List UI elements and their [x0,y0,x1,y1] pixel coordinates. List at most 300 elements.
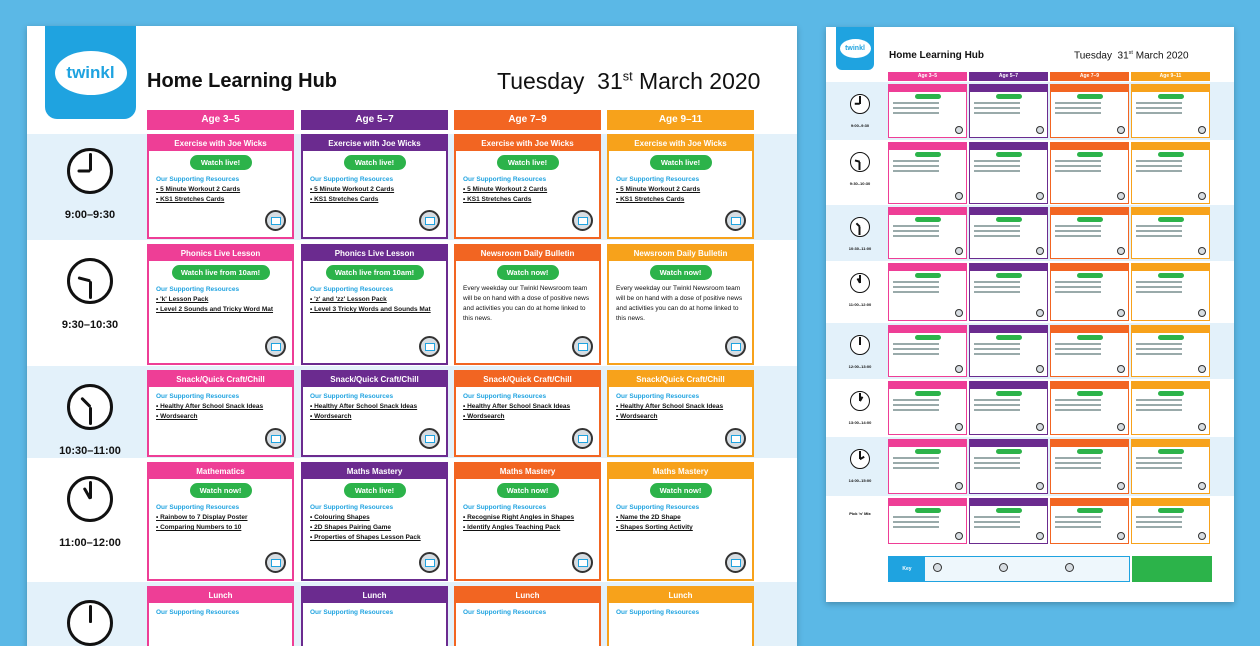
activity-cell [147,134,294,239]
resource-line [893,467,939,469]
resource-link[interactable]: • Shapes Sorting Activity [616,524,693,531]
column-header: Age 9–11 [607,110,754,130]
resource-line [1136,467,1182,469]
device-icon-small [1036,247,1044,255]
watch-button-small[interactable] [996,94,1022,99]
screen-icon [578,559,588,567]
resource-link[interactable]: • Level 2 Sounds and Tricky Word Mat [156,306,274,313]
activity-title-small [1051,264,1128,271]
activity-cell-small [1131,325,1210,377]
watch-button-small[interactable] [1077,94,1103,99]
activity-title-small [1132,499,1209,506]
activity-cell [454,462,601,581]
resource-line [893,404,939,406]
activity-cell-small [888,325,967,377]
resource-line [893,225,939,227]
resource-line [893,409,939,411]
device-icon-small [1117,309,1125,317]
watch-button[interactable]: Watch now! [497,483,559,498]
watch-button[interactable]: Watch live! [344,483,406,498]
resource-line [1055,516,1101,518]
device-icon-small [955,309,963,317]
clock-icon [67,148,113,194]
resource-line [893,399,939,401]
schedule-sheet-large [27,26,797,646]
resources-heading: Our Supporting Resources [463,176,547,183]
resource-line [1055,225,1101,227]
activity-cell-small [1050,325,1129,377]
watch-button-small[interactable] [1158,94,1184,99]
watch-button-small[interactable] [915,217,941,222]
activity-cell-small [888,84,967,138]
watch-button-small[interactable] [1077,217,1103,222]
device-icon-small [1036,365,1044,373]
time-label-small: 10:30–11:00 [848,246,872,251]
clock-minute-hand [859,227,861,235]
resource-link[interactable]: • Level 3 Tricky Words and Sounds Mat [310,306,431,313]
resource-line [974,107,1020,109]
activity-cell-small [1131,207,1210,259]
clock-icon-small [850,217,870,237]
activity-title-small [970,499,1047,506]
resource-link[interactable]: • KS1 Stretches Cards [310,196,379,203]
watch-button[interactable]: Watch now! [650,265,712,280]
resource-line [974,281,1020,283]
clock-minute-hand [89,407,92,425]
resource-link[interactable]: • Identify Angles Teaching Pack [463,524,561,531]
resource-line [974,521,1020,523]
device-icon-small [1198,365,1206,373]
watch-button[interactable]: Watch live from 10am! [326,265,424,280]
watch-button-small[interactable] [915,273,941,278]
resource-link[interactable]: • 5 Minute Workout 2 Cards [463,186,548,193]
resource-line [1055,467,1101,469]
screen-icon [271,217,281,225]
activity-cell-small [888,263,967,321]
activity-title-small [970,382,1047,389]
resource-line [1136,102,1182,104]
resource-line [893,170,939,172]
watch-button-small[interactable] [996,273,1022,278]
screen-icon [731,217,741,225]
activity-title-small [970,264,1047,271]
activity-cell-small [1050,142,1129,204]
time-slot [45,600,135,646]
activity-cell-small [888,498,967,544]
screen-icon [578,217,588,225]
resource-line [893,291,939,293]
resource-line [1136,160,1182,162]
activity-cell [301,244,448,365]
resource-link[interactable]: • Healthy After School Snack Ideas [156,403,264,410]
resource-line [893,286,939,288]
resource-line [974,170,1020,172]
resource-line [893,526,939,528]
time-slot [45,258,135,331]
activity-title-small [1051,143,1128,150]
activity-cell-small [1131,84,1210,138]
time-slot-small [840,273,880,307]
clock-minute-hand [89,481,92,499]
resource-link[interactable]: • 5 Minute Workout 2 Cards [616,186,701,193]
clock-icon [67,384,113,430]
activity-title-small [1051,499,1128,506]
resource-link[interactable]: • 5 Minute Workout 2 Cards [310,186,395,193]
resources-heading: Our Supporting Resources [616,609,700,616]
device-icon-small [1198,247,1206,255]
time-label: 11:00–12:00 [59,537,121,549]
activity-description: Every weekday our Twinkl Newsroom team will be on hand with a dose of positive news and activities you can do at home linked to this news. [616,285,743,322]
screen-icon [731,435,741,443]
resource-link[interactable]: • Wordsearch [156,413,198,420]
activity-cell-small [969,84,1048,138]
resource-link[interactable]: • 'z' and 'zz' Lesson Pack [310,296,387,303]
visit-hub-banner[interactable] [1132,556,1212,582]
resource-line [974,225,1020,227]
activity-title-small [889,208,966,215]
resource-line [974,286,1020,288]
device-icon-small [1117,192,1125,200]
activity-cell [454,244,601,365]
activity-cell [607,244,754,365]
resource-line [1136,170,1182,172]
device-icon [265,552,286,573]
clock-minute-hand [859,393,861,401]
resource-line [974,160,1020,162]
watch-button-small[interactable] [1158,335,1184,340]
activity-title-small [970,326,1047,333]
watch-button[interactable]: Watch live! [497,155,559,170]
activity-title-small [970,85,1047,92]
activity-description: Every weekday our Twinkl Newsroom team will be on hand with a dose of positive news and activities you can do at home linked to this news. [463,285,590,322]
watch-button[interactable]: Watch live! [344,155,406,170]
device-icon [572,428,593,449]
device-icon-small [1036,532,1044,540]
device-icon [572,210,593,231]
resource-line [974,230,1020,232]
resource-link[interactable]: • Healthy After School Snack Ideas [310,403,418,410]
device-icon-small [1036,423,1044,431]
time-label: 10:30–11:00 [59,445,121,457]
watch-button-small[interactable] [996,152,1022,157]
clock-minute-hand [859,275,861,283]
activity-cell [454,586,601,646]
resources-heading: Our Supporting Resources [156,176,240,183]
resource-line [1055,404,1101,406]
resource-line [1136,404,1182,406]
watch-button-small[interactable] [1158,391,1184,396]
resource-line [1136,521,1182,523]
resources-heading: Our Supporting Resources [616,393,700,400]
resource-line [1055,462,1101,464]
resources-heading: Our Supporting Resources [463,609,547,616]
watch-button-small[interactable] [1158,273,1184,278]
activity-title: Lunch [149,588,292,603]
device-icon-small [955,192,963,200]
resource-link[interactable]: • Wordsearch [616,413,658,420]
watch-button-small[interactable] [1158,217,1184,222]
resource-line [1136,462,1182,464]
resource-link[interactable]: • Healthy After School Snack Ideas [463,403,571,410]
resource-line [1136,230,1182,232]
resource-line [1055,102,1101,104]
legend-key: Key [889,557,925,581]
device-icon-small [1198,309,1206,317]
activity-title: Mathematics [149,464,292,479]
activity-title-small [1051,326,1128,333]
activity-title-small [1051,85,1128,92]
watch-button-small[interactable] [996,449,1022,454]
activity-title: Exercise with Joe Wicks [609,136,752,151]
resource-line [974,165,1020,167]
device-icon-small [1036,192,1044,200]
resource-link[interactable]: • Wordsearch [463,413,505,420]
activity-cell [301,586,448,646]
schedule-sheet-small [826,27,1234,602]
resource-line [1055,281,1101,283]
watch-button[interactable]: Watch now! [190,483,252,498]
resource-line [1055,112,1101,114]
activity-cell [147,586,294,646]
resource-link[interactable]: • Properties of Shapes Lesson Pack [310,534,421,541]
activity-cell-small [1050,439,1129,494]
watch-button-small[interactable] [1158,508,1184,513]
watch-button-small[interactable] [1158,449,1184,454]
activity-cell-small [888,207,967,259]
resource-link[interactable]: • Name the 2D Shape [616,514,681,521]
device-icon [419,428,440,449]
resource-line [1055,165,1101,167]
watch-button-small[interactable] [996,335,1022,340]
device-icon-small [955,423,963,431]
device-icon-small [955,126,963,134]
resource-line [893,281,939,283]
column-header: Age 3–5 [147,110,294,130]
resource-line [1055,286,1101,288]
watch-button[interactable]: Watch live! [190,155,252,170]
resource-line [1055,230,1101,232]
resource-link[interactable]: • KS1 Stretches Cards [156,196,225,203]
device-icon-small [1036,482,1044,490]
device-icon [725,210,746,231]
device-icon [419,336,440,357]
clock-icon [67,258,113,304]
activity-title-small [889,264,966,271]
activity-cell-small [1050,84,1129,138]
column-header: Age 7–9 [454,110,601,130]
time-slot-small [840,391,880,425]
watch-button[interactable]: Watch live! [650,155,712,170]
watch-button-small[interactable] [996,508,1022,513]
activity-title-small [1132,85,1209,92]
activity-title-small [889,499,966,506]
activity-title-small [889,85,966,92]
resource-link[interactable]: • Rainbow to 7 Display Poster [156,514,248,521]
activity-title: Snack/Quick Craft/Chill [149,372,292,387]
resources-heading: Our Supporting Resources [310,176,394,183]
activity-title: Newsroom Daily Bulletin [456,246,599,261]
device-icon-small [955,365,963,373]
time-slot [45,384,135,457]
activity-cell-small [1131,381,1210,435]
resource-line [974,112,1020,114]
watch-button[interactable]: Watch now! [497,265,559,280]
watch-button-small[interactable] [1077,273,1103,278]
clock-icon-small [850,391,870,411]
watch-button[interactable]: Watch live from 10am! [172,265,270,280]
watch-button-small[interactable] [915,508,941,513]
activity-cell-small [888,142,967,204]
resource-line [974,348,1020,350]
resource-link[interactable]: • Wordsearch [310,413,352,420]
device-icon [572,336,593,357]
resources-heading: Our Supporting Resources [616,176,700,183]
activity-title: Lunch [303,588,446,603]
clock-minute-hand [859,162,861,170]
resource-link[interactable]: • Recognise Right Angles in Shapes [463,514,575,521]
resource-line [1136,516,1182,518]
device-icon-small [1036,309,1044,317]
device-icon-small [1036,126,1044,134]
resources-heading: Our Supporting Resources [616,504,700,511]
resources-heading: Our Supporting Resources [156,393,240,400]
resource-line [893,521,939,523]
page-date-small: Tuesday 31st March 2020 [1074,50,1189,62]
resource-line [1136,112,1182,114]
resource-link[interactable]: • Comparing Numbers to 10 [156,524,242,531]
resource-line [974,353,1020,355]
resource-line [1136,457,1182,459]
resource-line [1136,107,1182,109]
device-icon [725,336,746,357]
resource-link[interactable]: • KS1 Stretches Cards [463,196,532,203]
activity-cell-small [969,207,1048,259]
device-icon-small [1198,192,1206,200]
screen-icon [425,343,435,351]
resource-line [1136,526,1182,528]
activity-cell-small [1131,263,1210,321]
activity-title-small [1051,208,1128,215]
time-slot [45,476,135,549]
time-label: 9:00–9:30 [64,209,116,221]
column-header: Age 5–7 [301,110,448,130]
resource-line [974,343,1020,345]
watch-button-small[interactable] [915,152,941,157]
activity-title: Newsroom Daily Bulletin [609,246,752,261]
activity-cell [454,370,601,457]
device-icon [265,428,286,449]
time-slot-small [840,449,880,483]
clock-minute-hand [859,451,861,459]
watch-button-small[interactable] [915,335,941,340]
watch-button[interactable]: Watch now! [650,483,712,498]
resource-line [893,107,939,109]
device-icon [725,428,746,449]
time-label-small: 11:00–12:00 [848,302,872,307]
resource-line [1055,457,1101,459]
resource-line [974,516,1020,518]
activity-title-small [889,440,966,447]
clock-minute-hand [89,153,92,171]
screen-icon [578,435,588,443]
resource-line [974,457,1020,459]
watch-button-small[interactable] [915,94,941,99]
activity-title-small [970,143,1047,150]
resource-link[interactable]: • Colouring Shapes [310,514,370,521]
column-header-small: Age 9–11 [1131,72,1210,81]
resource-line [893,457,939,459]
resource-line [893,112,939,114]
resource-line [1055,343,1101,345]
watch-button-small[interactable] [915,391,941,396]
resource-line [893,353,939,355]
watch-button-small[interactable] [1077,449,1103,454]
watch-button-small[interactable] [996,391,1022,396]
activity-cell [607,134,754,239]
watch-button-small[interactable] [996,217,1022,222]
clock-icon-small [850,94,870,114]
resource-line [1136,225,1182,227]
activity-title-small [889,143,966,150]
resource-line [1136,348,1182,350]
resource-link[interactable]: • KS1 Stretches Cards [616,196,685,203]
activity-cell [454,134,601,239]
device-icon [419,210,440,231]
activity-cell-small [1131,498,1210,544]
resource-link[interactable]: • 2D Shapes Pairing Game [310,524,392,531]
column-header-small: Age 3–5 [888,72,967,81]
device-icon [572,552,593,573]
clock-minute-hand [859,96,861,104]
activity-cell [147,462,294,581]
activity-title: Lunch [456,588,599,603]
resource-link[interactable]: • 5 Minute Workout 2 Cards [156,186,241,193]
watch-button-small[interactable] [915,449,941,454]
watch-button-small[interactable] [1077,335,1103,340]
activity-title: Exercise with Joe Wicks [303,136,446,151]
resource-link[interactable]: • 'k' Lesson Pack [156,296,209,303]
resource-line [1136,343,1182,345]
resource-line [1055,521,1101,523]
resource-line [974,102,1020,104]
activity-title-small [1132,208,1209,215]
activity-cell-small [969,381,1048,435]
resource-link[interactable]: • Healthy After School Snack Ideas [616,403,724,410]
activity-cell [301,134,448,239]
activity-title: Snack/Quick Craft/Chill [609,372,752,387]
screen-icon [425,435,435,443]
activity-cell-small [1131,142,1210,204]
resource-line [974,409,1020,411]
watch-button-small[interactable] [1077,152,1103,157]
activity-cell [301,462,448,581]
device-icon-small [955,482,963,490]
resources-heading: Our Supporting Resources [463,504,547,511]
resource-line [893,165,939,167]
page-date: Tuesday 31st March 2020 [497,68,761,94]
activity-cell-small [1050,263,1129,321]
watch-button-small[interactable] [1077,508,1103,513]
activity-title: Maths Mastery [609,464,752,479]
activity-title: Lunch [609,588,752,603]
watch-button-small[interactable] [1077,391,1103,396]
time-slot [45,148,135,221]
time-slot-small [840,335,880,369]
page-title-small: Home Learning Hub [889,50,985,61]
twinkl-logo: twinkl [45,26,136,119]
watch-button-small[interactable] [1158,152,1184,157]
device-icon-small [1117,423,1125,431]
